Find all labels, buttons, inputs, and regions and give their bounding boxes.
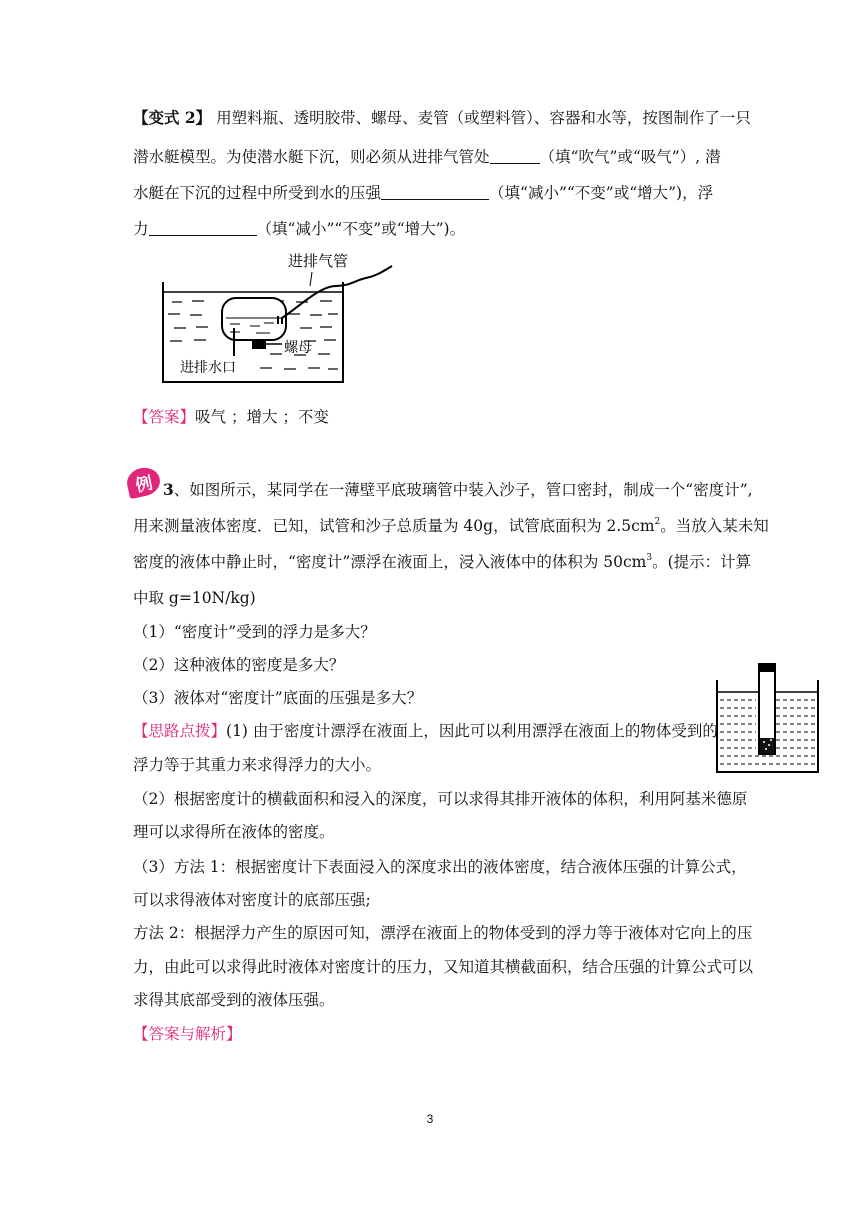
example3-line3: 密度的液体中静止时，“密度计”漂浮在液面上，浸入液体中的体积为 $50cm^3$。(提示：计算 [133,553,752,571]
label-inlet: 进排水口 [180,360,236,376]
hint-tag: 【思路点拨】 [133,722,227,740]
blank-1[interactable] [490,148,540,165]
hint-line9: 求得其底部受到的液体压强。 [133,991,335,1009]
label-nut: 螺母 [284,340,312,356]
hint-line5: （3）方法 1：根据密度计下表面浸入的深度求出的液体密度，结合液体压强的计算公式， [133,858,747,876]
hint-line4: 理可以求得所在液体的密度。 [133,823,335,841]
blank-2[interactable] [381,184,489,201]
hint-line1: 【思路点拨】(1) 由于密度计漂浮在液面上，因此可以利用漂浮在液面上的物体受到的 [133,722,718,740]
hint-line6: 可以求得液体对密度计的底部压强; [133,891,371,909]
question-2: （2）这种液体的密度是多大？ [133,656,345,674]
variant2-line1: 【变式 2】 用塑料瓶、透明胶带、螺母、麦管（或塑料管）、容器和水等，按图制作了一只 [133,108,751,127]
label-pipe: 进排气管 [288,252,349,270]
answer-1: 【答案】吸气 ；增大 ；不变 [133,408,329,426]
example3-line1: 3、如图所示，某同学在一薄壁平底玻璃管中装入沙子，管口密封，制成一个“密度计”, [163,480,753,499]
submarine-model-figure [160,244,400,386]
example3-line4: 中取 g=10N/kg) [133,589,256,607]
example-badge: 例 [124,465,162,499]
hint-line3: （2）根据密度计的横截面积和浸入的深度，可以求得其排开液体的体积，利用阿基米德原 [133,790,748,808]
page-number: 3 [426,1112,434,1126]
answer-tag: 【答案】 [133,408,196,426]
variant2-line2: 潜水艇模型。为使潜水艇下沉，则必须从进排气管处 （填“吹气”或“吸气”）, 潜 [133,148,721,166]
example3-line2: 用来测量液体密度．已知，试管和沙子总质量为 40g，试管底面积为 $2.5cm^2$。当放入某未知 [133,517,769,535]
hint-line2: 浮力等于其重力来求得浮力的大小。 [133,756,382,774]
variant2-title: 【变式 2】 [133,108,212,127]
answer-analysis-tag: 【答案与解析】 [133,1025,242,1043]
variant2-line3: 水艇在下沉的过程中所受到水的压强 （填“减小”“不变”或“增大”)，浮 [133,184,714,202]
variant2-line4: 力 （填“减小”“不变”或“增大”)。 [133,220,466,238]
question-3: （3）液体对“密度计”底面的压强是多大？ [133,689,423,707]
hint-line7: 方法 2：根据浮力产生的原因可知，漂浮在液面上的物体受到的浮力等于液体对它向上的压 [133,924,753,942]
blank-3[interactable] [149,220,257,237]
example-number: 3 [163,480,174,499]
density-meter-figure [716,660,820,776]
hint-line8: 力，由此可以求得此时液体对密度计的压力，又知道其横截面积，结合压强的计算公式可以 [133,958,754,976]
question-1: （1）“密度计”受到的浮力是多大？ [133,623,376,641]
